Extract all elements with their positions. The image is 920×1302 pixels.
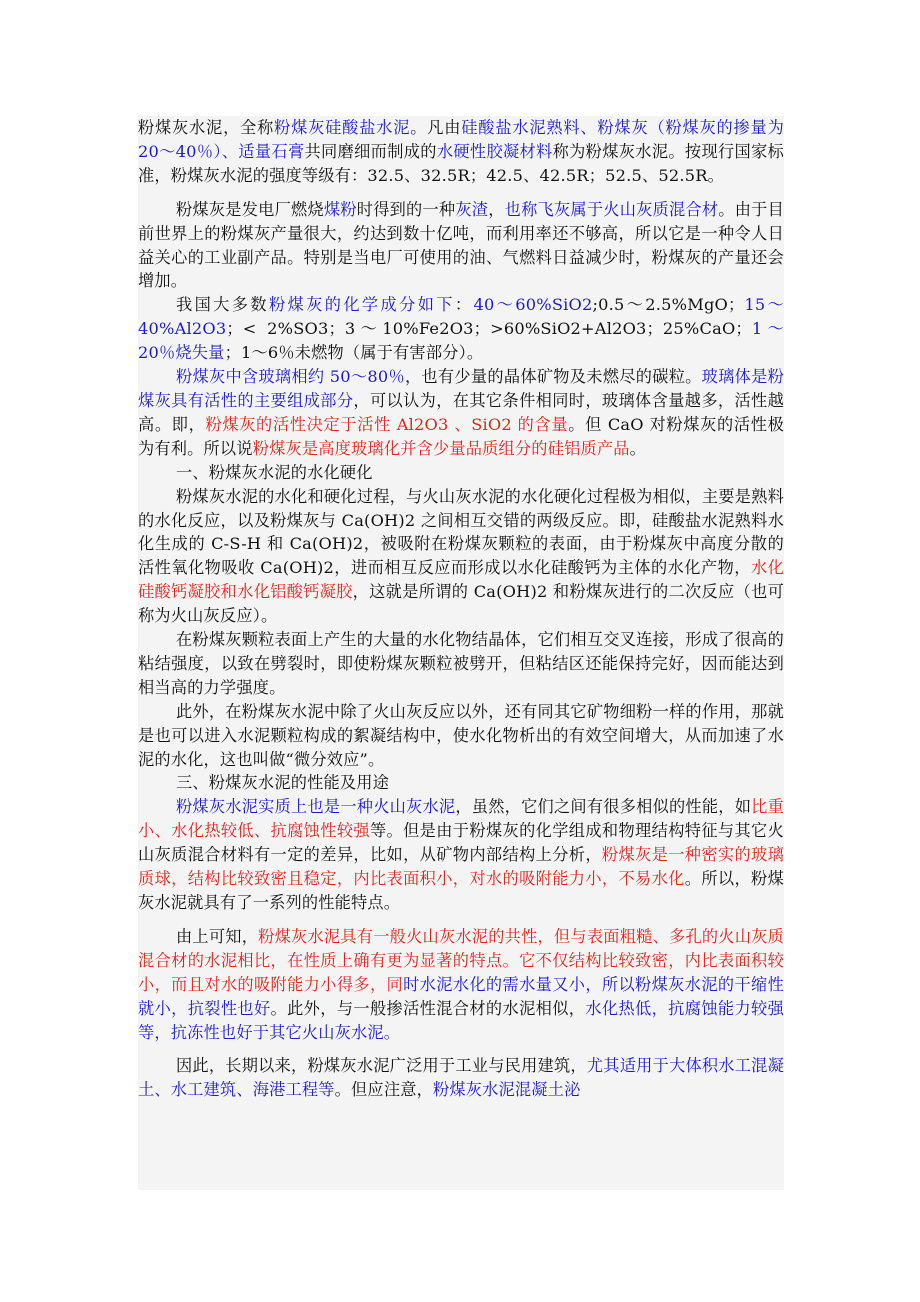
highlighted-text-blue: 粉煤灰硅酸盐水泥	[274, 118, 411, 137]
text-run: 。此外，与一般掺活性混合材的水泥相似，	[270, 998, 586, 1018]
text-run: ，可以认为，在其它条件相同时，玻璃体含量越多，活性越高。即，	[138, 390, 784, 434]
paragraph	[138, 700, 784, 772]
text-run: 此外，在粉煤灰水泥中除了火山灰反应以外，还有同其它矿物细粉一样的作用，那就是也可以进入水泥颗粒构成的絮凝结构中，使水化物析出的有效空间增大，从而加速了水泥的水化，这也叫做“微分效应”。	[138, 701, 784, 769]
text-run: 粉煤灰水泥，全称	[138, 118, 275, 137]
text-run: 一、粉煤灰水泥的水化硬化	[176, 462, 373, 482]
text-run: 共同磨细而制成的	[304, 141, 437, 161]
paragraph	[138, 628, 784, 700]
text-run: ，	[488, 199, 505, 219]
text-run: 粉煤灰水泥的水化和硬化过程，与火山灰水泥的水化硬化过程极为相似，主要是熟料的水化反应，以及粉煤灰与 Ca(OH)2 之间相互交错的两级反应。即，硅酸盐水泥熟料水化生成的 C-S-H 和 Ca(OH)2，被吸附在粉煤灰颗粒的表面，由于粉煤灰中高度分散的活性氧化物吸收 Ca(OH)2，进而相互反应而形成以水化硅酸钙为主体的水化产物，	[138, 486, 784, 578]
document-body	[138, 116, 784, 1102]
highlighted-text-red: 水化硅酸钙凝胶和水化铝酸钙凝胶	[138, 558, 784, 602]
section-heading	[138, 461, 784, 485]
text-run: 因此，长期以来，粉煤灰水泥广泛用于工业与民用建筑，	[176, 1056, 587, 1076]
text-run: 由上可知，	[176, 926, 259, 946]
text-run: ;0.5～2.5%MgO；	[592, 295, 745, 315]
text-run: 。但 CaO 对粉煤灰的活性极为有利。所以说	[138, 414, 784, 458]
paragraph	[138, 198, 784, 294]
highlighted-text-blue: 15～40%Al2O3	[138, 295, 784, 339]
paragraph	[138, 795, 784, 915]
highlighted-text-blue: 粉煤灰的化学成分如下	[268, 295, 455, 315]
text-run: ；1～6％未燃物（属于有害部分）。	[224, 343, 484, 363]
paragraph	[138, 925, 784, 1045]
text-run: 我国大多数	[176, 295, 269, 315]
text-run: 。凡由	[410, 118, 462, 137]
highlighted-text-blue: 玻璃体是粉煤灰具有活性的主要组成部分	[138, 367, 784, 410]
text-run: ；< 2%SO3；3～10%Fe2O3；>60%SiO2+Al2O3；25%CaO；	[226, 319, 752, 339]
text-run: ，虽然，它们之间有很多相似的性能，如	[455, 797, 752, 817]
highlighted-text-blue: 粉煤灰水泥混凝土泌	[432, 1080, 581, 1100]
text-run: 在粉煤灰颗粒表面上产生的大量的水化物结晶体，它们相互交叉连接，形成了很高的粘结强度，以致在劈裂时，即使粉煤灰颗粒被劈开，但粘结区还能保持完好，因而能达到相当高的力学强度。	[138, 630, 784, 697]
highlighted-text-blue: 粉煤灰水泥实质上也是一种火山灰水泥	[176, 797, 456, 817]
highlighted-text-blue: 水化热低，抗腐蚀能力较强等，抗冻性也好于其它火山灰水泥。	[138, 998, 784, 1042]
text-run: 粉煤灰是发电厂燃烧	[176, 199, 324, 219]
highlighted-text-blue: 40～60%SiO2	[473, 295, 593, 315]
highlighted-text-blue: 硅酸盐水泥熟料、粉煤灰（粉煤灰的掺量为 20～40％）、适量石膏	[138, 118, 784, 161]
text-run: 。但应注意，	[334, 1080, 433, 1100]
highlighted-text-blue: 尤其适用于大体积水工混凝土、水工建筑、海港工程等	[138, 1056, 784, 1100]
text-run: ，这就是所谓的 Ca(OH)2 和粉煤灰进行的二次反应（也可称为火山灰反应）。	[138, 582, 784, 626]
highlighted-text-red: 粉煤灰是一种密实的玻璃质球，结构比较致密且稳定，内比表面积小，对水的吸附能力小，不易水化	[138, 845, 784, 889]
text-run: ，也有少量的晶体矿物及未燃尽的碳粒。	[404, 367, 702, 387]
highlighted-text-red: 比重小、水化热较低、抗腐蚀性较强	[138, 797, 784, 841]
paragraph	[138, 485, 784, 628]
highlighted-text-red: 粉煤灰的活性决定于活性 Al2O3 、SiO2 的含量	[205, 414, 569, 434]
highlighted-text-blue: 水硬性胶凝材料	[436, 141, 553, 161]
highlighted-text-blue: 煤粉	[323, 199, 357, 219]
document-page	[138, 116, 784, 1190]
text-run: 称为粉煤灰水泥。按现行国家标准，粉煤灰水泥的强度等级有：32.5、32.5R；42.5、42.5R；52.5、52.5R。	[138, 141, 784, 185]
text-run: 。	[629, 438, 647, 458]
paragraph	[138, 293, 784, 365]
paragraph	[138, 1054, 784, 1102]
highlighted-text-blue: 时水泥水化的需水量又小，所以粉煤灰水泥的干缩性就小，抗裂性也好	[138, 974, 784, 1018]
text-run: 。所以，粉煤灰水泥就具有了一系列的性能特点。	[138, 869, 784, 912]
highlighted-text-red: 粉煤灰水泥具有一般火山灰水泥的共性，但与表面粗糙、多孔的火山灰质混合材的水泥相比，在性质上确有更为显著的特点。它不仅结构比较致密，内比表面积较小，而且对水的吸附能力小得多，同	[138, 926, 784, 994]
paragraph	[138, 365, 784, 461]
text-run: 时得到的一种	[356, 199, 456, 219]
highlighted-text-blue: 灰渣	[455, 199, 489, 219]
highlighted-text-blue: 粉煤灰中含玻璃相约 50～80％	[176, 367, 405, 387]
section-heading	[138, 771, 784, 795]
text-run: 。由于目前世界上的粉煤灰产量很大，约达到数十亿吨，而利用率还不够高，所以它是一种令人日益关心的工业副产品。特别是当电厂可使用的油、气燃料日益减少时，粉煤灰的产量还会增加。	[138, 199, 784, 291]
paragraph	[138, 116, 784, 188]
text-run: 等。但是由于粉煤灰的化学组成和物理结构特征与其它火山灰质混合材料有一定的差异，比如，从矿物内部结构上分析，	[138, 821, 784, 865]
highlighted-text-red: 粉煤灰是高度玻璃化并含少量品质组分的硅铝质产品	[252, 438, 630, 458]
highlighted-text-blue: 也称飞灰属于火山灰质混合材	[504, 199, 719, 219]
text-run: 三、粉煤灰水泥的性能及用途	[176, 773, 390, 793]
highlighted-text-blue: 1～20％烧失量	[138, 319, 784, 363]
text-run: ：	[454, 295, 474, 315]
